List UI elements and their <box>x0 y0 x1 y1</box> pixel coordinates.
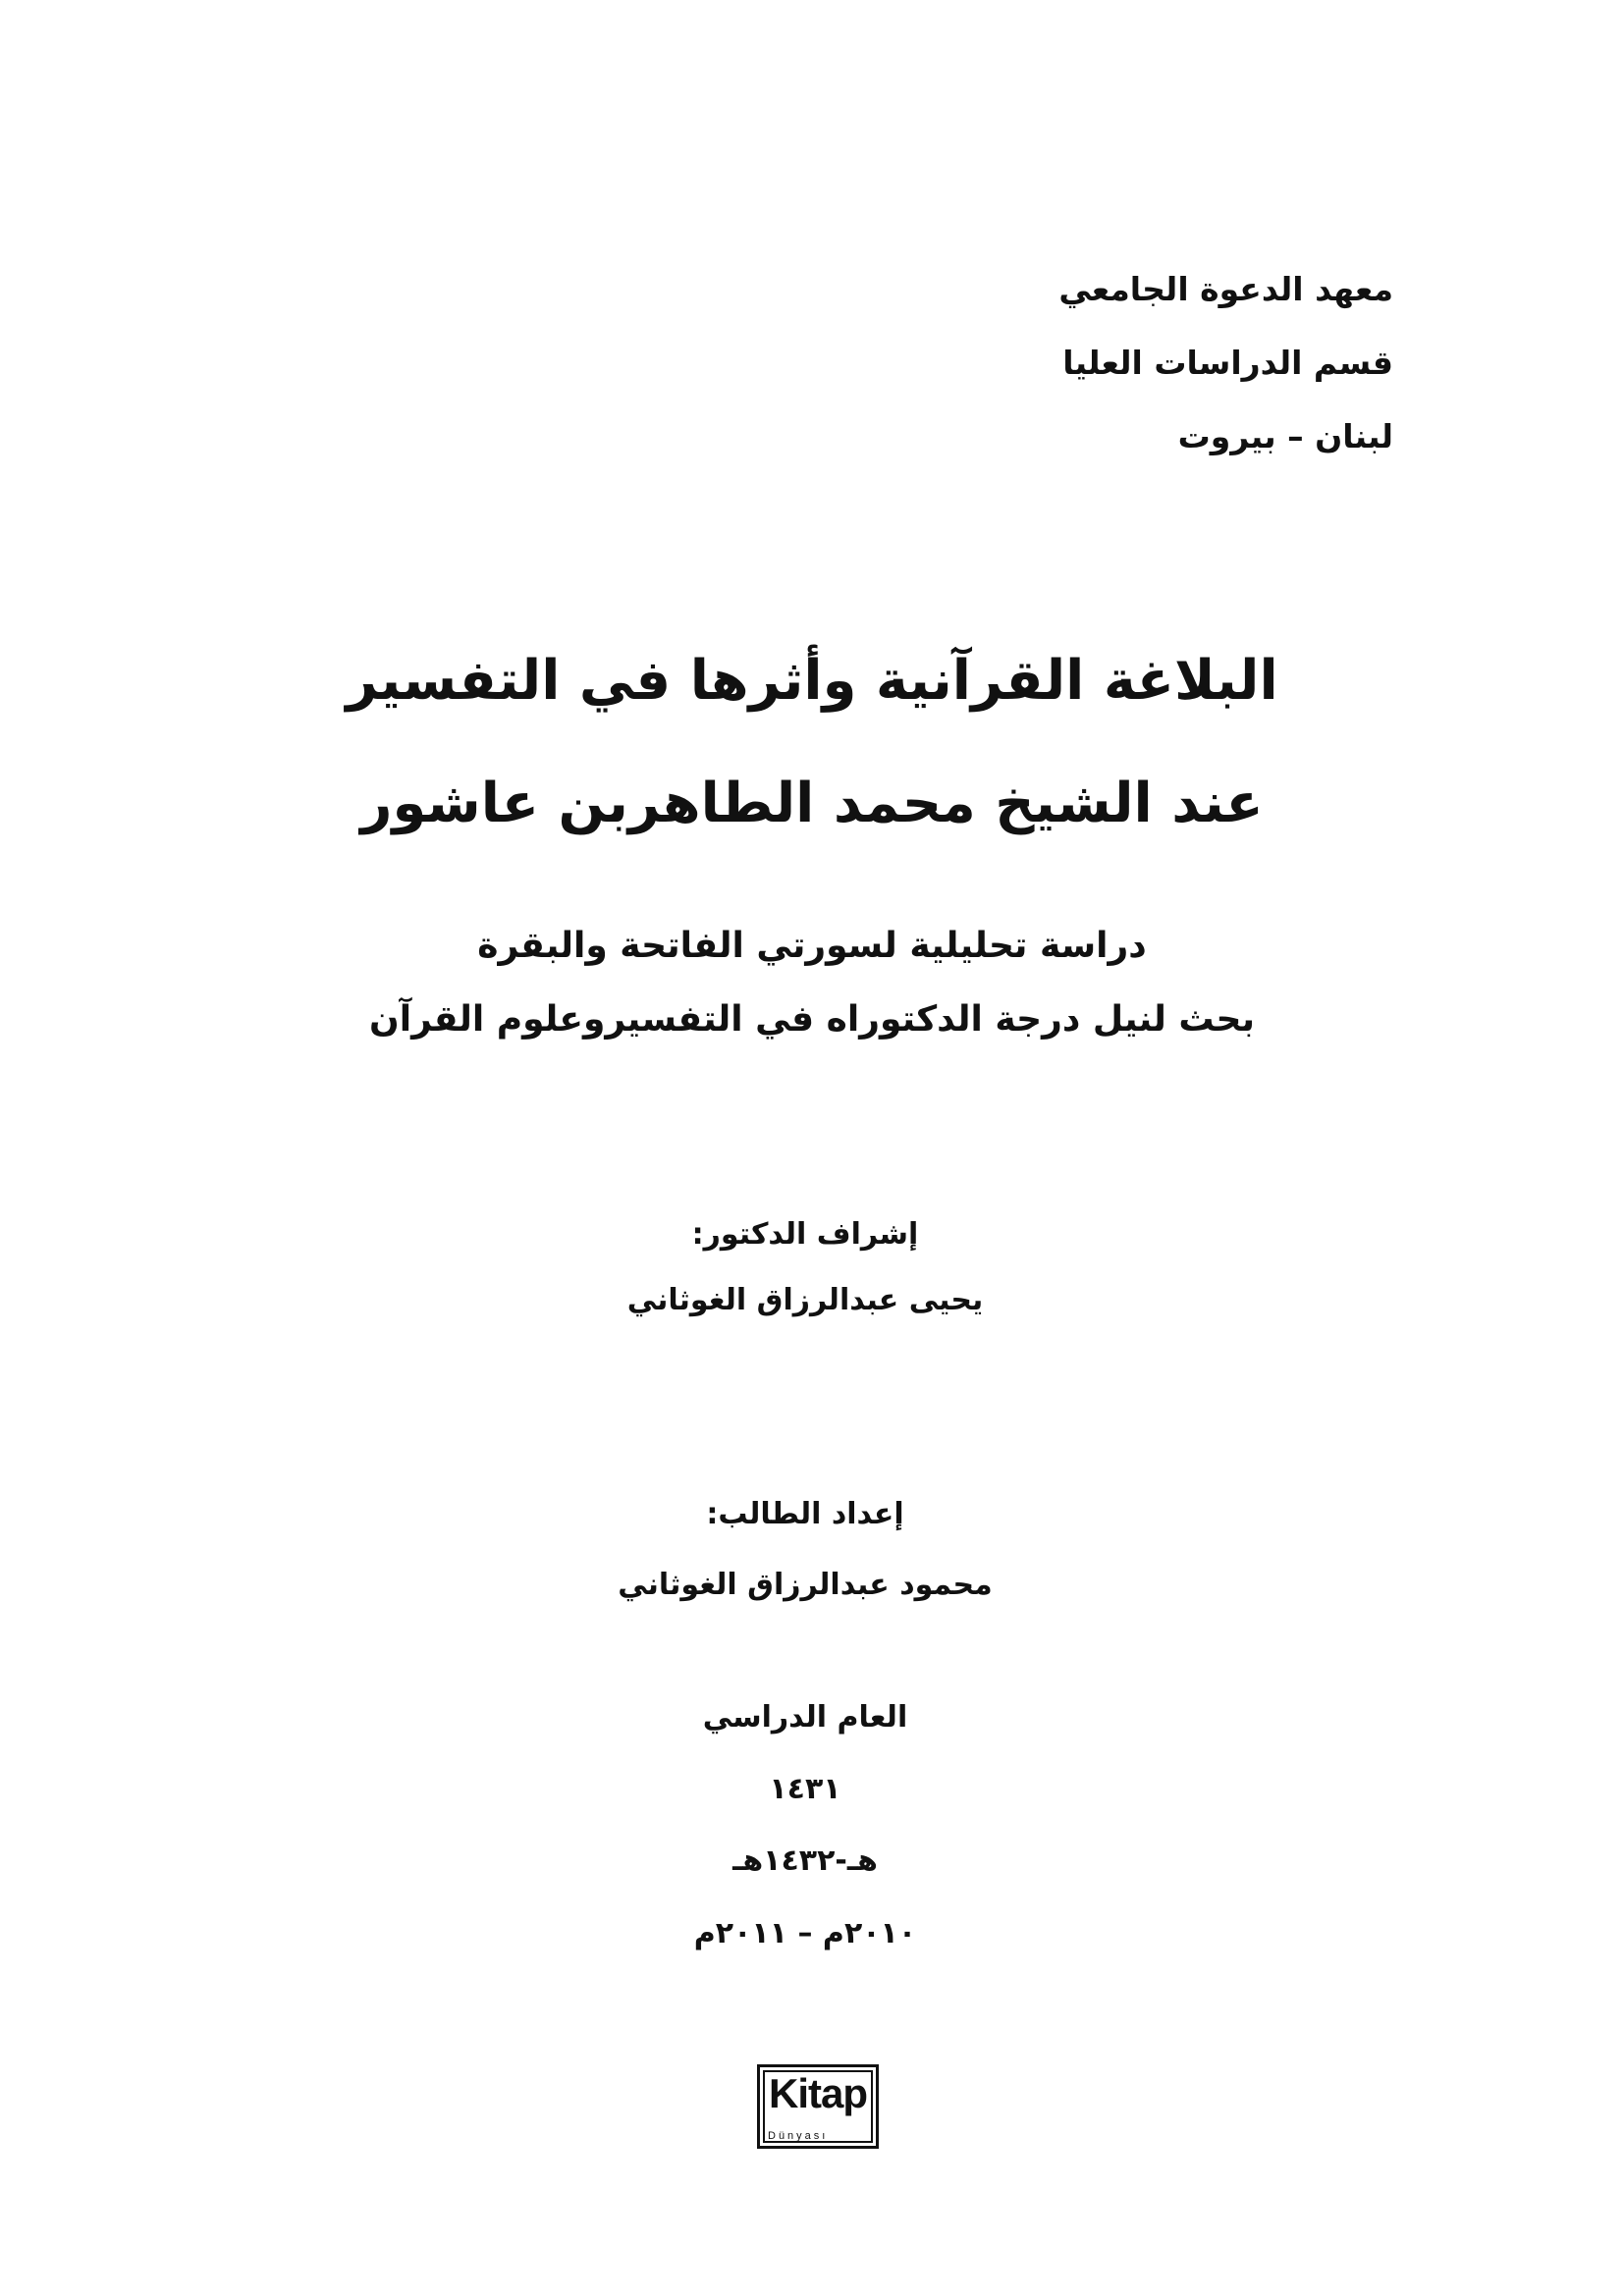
academic-year-line-3: ٢٠١٠م – ٢٠١١م <box>693 1916 917 1950</box>
publisher-logo-text: Kitap <box>769 2070 867 2116</box>
institution-location: لبنان – بيروت <box>1177 417 1393 455</box>
academic-year-label: العام الدراسي <box>702 1700 908 1735</box>
academic-year-line-2: هـ-١٤٣٢هـ <box>732 1843 878 1878</box>
academic-year-line-1: ١٤٣١ <box>769 1772 841 1806</box>
department-name: قسم الدراسات العليا <box>1062 344 1393 382</box>
publisher-logo <box>757 2064 879 2149</box>
supervisor-name: يحيى عبدالرزاق الغوثاني <box>626 1283 984 1317</box>
publisher-logo-subtext: Dünyası <box>768 2130 829 2142</box>
institution-name: معهد الدعوة الجامعي <box>1058 270 1393 308</box>
thesis-title-line-1: البلاغة القرآنية وأثرها في التفسير <box>346 649 1278 713</box>
thesis-subtitle-line-1: دراسة تحليلية لسورتي الفاتحة والبقرة <box>477 926 1147 966</box>
student-label: إعداد الطالب: <box>706 1497 904 1531</box>
student-name: محمود عبدالرزاق الغوثاني <box>618 1568 993 1602</box>
thesis-subtitle-line-2: بحث لنيل درجة الدكتوراه في التفسيروعلوم القرآن <box>369 999 1255 1040</box>
supervisor-label: إشراف الدكتور: <box>691 1217 919 1252</box>
thesis-title-line-2: عند الشيخ محمد الطاهربن عاشور <box>360 772 1264 835</box>
